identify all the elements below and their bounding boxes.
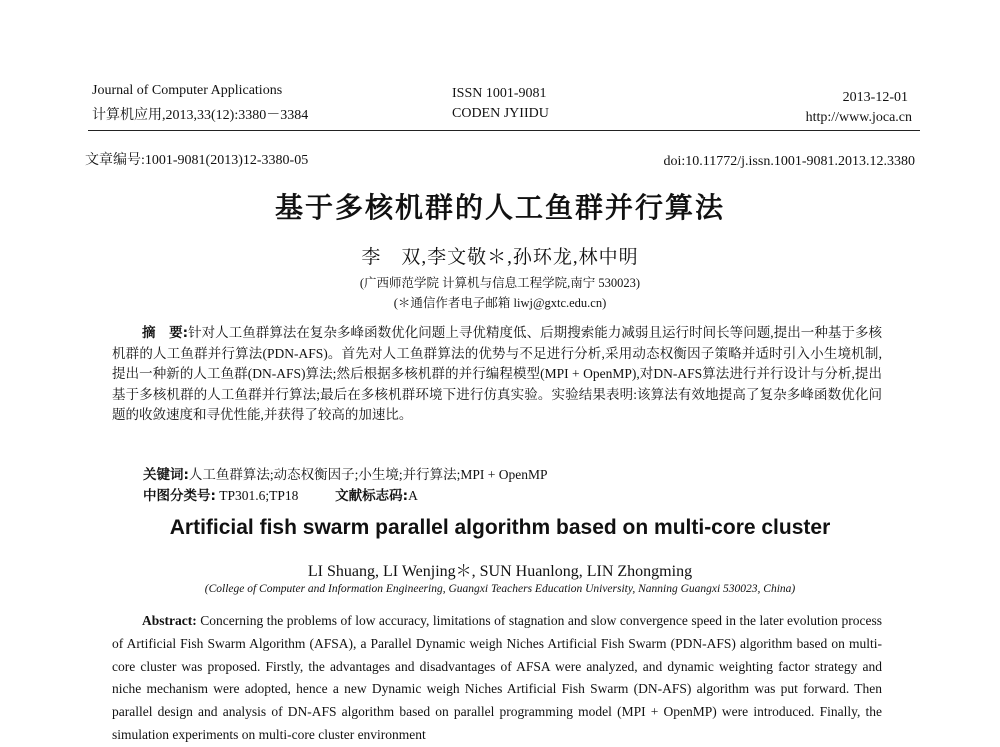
classification-cn [143, 484, 418, 504]
journal-name-en: Journal of Computer Applications [92, 83, 283, 98]
doc-code-label: 文献标志码: [335, 488, 409, 504]
clc-value: TP301.6;TP18 [219, 488, 299, 503]
title-cn: 基于多核机群的人工鱼群并行算法 [274, 191, 725, 224]
keywords-cn-text: 人工鱼群算法;动态权衡因子;小生境;并行算法;MPI + OpenMP [188, 467, 548, 482]
abstract-en-text: Concerning the problems of low accuracy, limitations of stagnation and slow convergence speed in the later evolution process of Artificial Fish Swarm Algorithm (AFSA), a Parallel Dynamic weigh Niches Artificial Fish Swarm (PDN-AFS) algorithm based on multi-core cluster was proposed. Firstly, the advantages and disadvantages of AFSA were analyzed, and dynamic weighting factor strategy and niche mechanism were adopted, hence a new Dynamic weigh Niches Artificial Fish Swarm (DN-AFS) algorithm was put forward. Then parallel design and analysis of DN-AFS algorithm based on parallel programming model (MPI + OpenMP) were introduced. Finally, the simulation experiments on multi-core cluster environment [112, 613, 882, 742]
journal-url: http://www.joca.cn [805, 110, 912, 125]
abstract-cn-text: 针对人工鱼群算法在复杂多峰函数优化问题上寻优精度低、后期搜索能力减弱且运行时间长等问题,提出一种基于多核机群的人工鱼群并行算法(PDN-AFS)。首先对人工鱼群算法的优势与不足进行分析,采用动态权衡因子策略并适时引入小生境机制,提出一种新的人工鱼群(DN-AFS)算法;然后根据多核机群的并行编程模型(MPI + OpenMP),对DN-AFS算法进行并行设计与分析,提出基于多核机群的人工鱼群并行算法;最后在多核机群环境下进行仿真实验。实验结果表明:该算法有效地提高了复杂多峰函数优化问题的收敛速度和寻优性能,并获得了较高的加速比。 [112, 325, 883, 422]
corresponding-email-cn: (＊通信作者电子邮箱 liwj@gxtc.edu.cn) [393, 296, 607, 310]
clc-label: 中图分类号: [143, 488, 216, 504]
keywords-cn-label: 关键词: [143, 467, 189, 483]
affiliation-en: (College of Computer and Information Engineering, Guangxi Teachers Education University, Nanning Guangxi 530023, China) [204, 583, 796, 595]
journal-citation-cn: 计算机应用,2013,33(12):3380－3384 [92, 108, 309, 123]
abstract-cn [112, 323, 882, 426]
abstract-cn-label: 摘 要: [142, 325, 189, 341]
title-en: Artificial fish swarm parallel algorithm based on multi-core cluster [169, 516, 831, 539]
publication-date: 2013-12-01 [842, 90, 908, 105]
abstract-en-label: Abstract: [142, 613, 197, 628]
doc-code-value: A [408, 488, 418, 503]
authors-en: LI Shuang, LI Wenjing＊, SUN Huanlong, LIN Zhongming [307, 563, 693, 580]
issn: ISSN 1001-9081 [452, 86, 547, 101]
affiliation-cn: (广西师范学院 计算机与信息工程学院,南宁 530023) [359, 276, 641, 290]
coden: CODEN JYIIDU [452, 106, 549, 121]
article-number: 文章编号:1001-9081(2013)12-3380-05 [85, 153, 309, 168]
doi: doi:10.11772/j.issn.1001-9081.2013.12.3380 [663, 154, 915, 169]
abstract-en [112, 610, 882, 747]
header-rule [88, 130, 920, 131]
authors-cn: 李 双,李文敬＊,孙环龙,林中明 [361, 247, 639, 268]
keywords-cn [143, 463, 548, 483]
